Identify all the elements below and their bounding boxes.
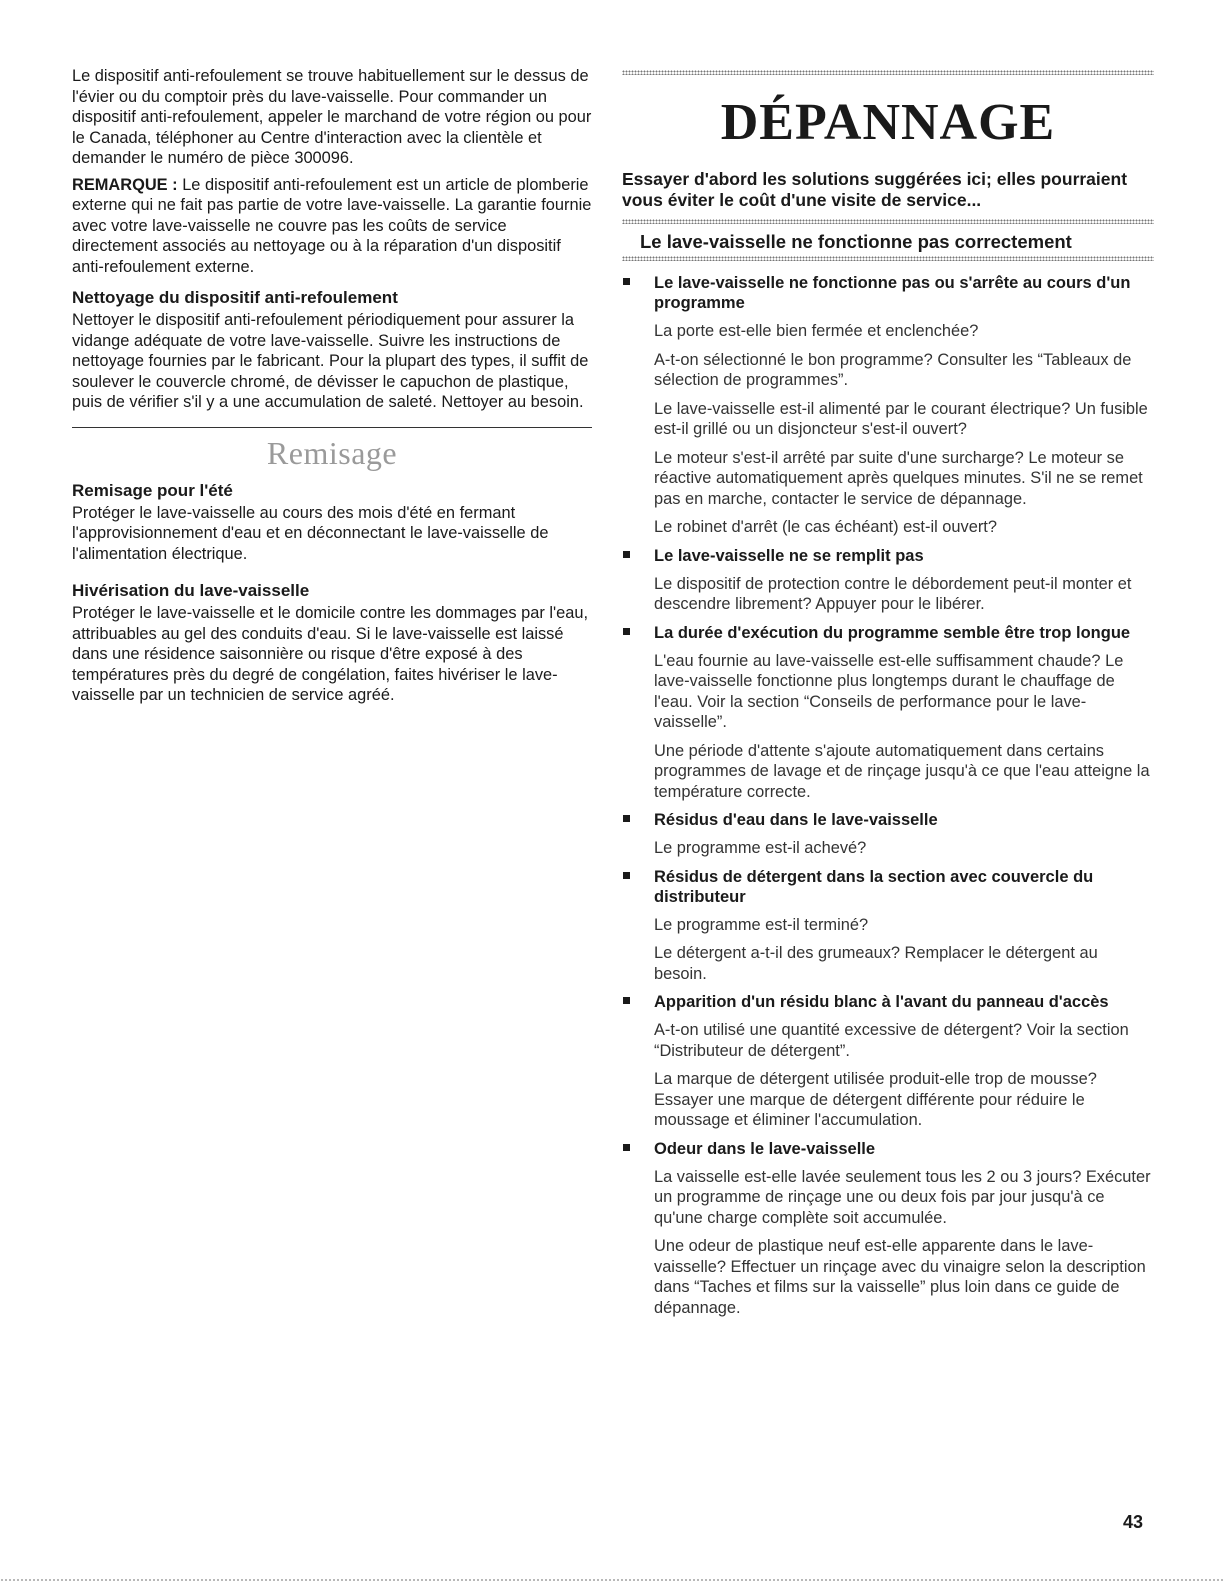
title-top-rule [622, 70, 1154, 75]
summer-storage-paragraph: Protéger le lave-vaisselle au cours des mois d'été en fermant l'approvisionnement d'eau et en déconnectant le lave-vaisselle de l'alimentation électrique. [72, 503, 549, 563]
troubleshooting-item-paragraph: Le dispositif de protection contre le débordement peut-il monter et descendre librement? Appuyer pour le libérer. [654, 574, 1132, 613]
summer-storage-heading: Remisage pour l'été [72, 480, 233, 500]
troubleshooting-item-paragraph: Une odeur de plastique neuf est-elle apparente dans le lave-vaisselle? Effectuer un rinçage avec du vinaigre selon la description dans “Taches et films sur la vaisselle” plus loin dans ce guide de dépannage. [654, 1237, 1146, 1317]
troubleshooting-item-paragraph: A-t-on sélectionné le bon programme? Consulter les “Tableaux de sélection de programmes”. [654, 350, 1132, 389]
troubleshooting-item [622, 273, 1154, 538]
page-number: 43 [1122, 1512, 1143, 1532]
winterizing-paragraph: Protéger le lave-vaisselle et le domicile contre les dommages par l'eau, attribuables au gel des conduits d'eau. Si le lave-vaisselle est laissé dans une résidence saisonnière ou risque d'être exposé à des températures près du degré de congélation, faites hivériser le lave-vaisselle par un technicien de service agréé. [72, 604, 589, 704]
square-bullet-icon [623, 815, 630, 822]
square-bullet-icon [623, 1144, 630, 1151]
troubleshooting-item [622, 623, 1154, 803]
note-text: Le dispositif anti-refoulement est un article de plomberie externe qui ne fait pas partie de votre lave-vaisselle. La garantie fournie avec votre lave-vaisselle ne couvre pas les coûts de service directement associés au nettoyage ou à la réparation d'un dispositif anti-refoulement externe. [72, 175, 592, 276]
troubleshooting-intro: Essayer d'abord les solutions suggérées ici; elles pourraient vous éviter le coût d'une visite de service... [622, 169, 1128, 210]
troubleshooting-item-title: Résidus de détergent dans la section avec couvercle du distributeur [654, 867, 1094, 906]
section-divider [72, 427, 592, 428]
note-label: REMARQUE : [72, 175, 178, 194]
troubleshooting-item [622, 810, 1154, 859]
troubleshooting-item-paragraph: Le programme est-il terminé? [654, 915, 869, 934]
cleaning-paragraph: Nettoyer le dispositif anti-refoulement périodiquement pour assurer la vidange adéquate de votre lave-vaisselle. Suivre les instructions de nettoyage fournies par le fabricant. Pour la plupart des types, il suffit de soulever le couvercle chromé, de dévisser le capuchon de plastique, puis de vérifier s'il y a une accumulation de saleté. Nettoyer au besoin. [72, 311, 589, 411]
troubleshooting-item-title: Résidus d'eau dans le lave-vaisselle [654, 811, 938, 829]
bottom-dotted-edge [0, 1578, 1225, 1582]
troubleshooting-item-paragraph: Le programme est-il achevé? [654, 839, 867, 857]
square-bullet-icon [623, 872, 630, 879]
troubleshooting-item-paragraph: Le détergent a-t-il des grumeaux? Remplacer le détergent au besoin. [654, 944, 1098, 983]
square-bullet-icon [623, 997, 630, 1004]
troubleshooting-item-paragraph: Le moteur s'est-il arrêté par suite d'une surcharge? Le moteur se réactive automatiquement après quelques minutes. S'il ne se remet pas en marche, contacter le service de dépannage. [654, 448, 1143, 508]
left-column [72, 66, 592, 712]
troubleshooting-item [622, 546, 1154, 615]
troubleshooting-item-paragraph: Le robinet d'arrêt (le cas échéant) est-il ouvert? [654, 518, 997, 536]
cleaning-heading: Nettoyage du dispositif anti-refoulement [72, 288, 398, 307]
note-paragraph [72, 175, 592, 278]
troubleshooting-item-paragraph: Le lave-vaisselle est-il alimenté par le courant électrique? Un fusible est-il grillé ou un disjoncteur s'est-il ouvert? [654, 399, 1148, 438]
square-bullet-icon [623, 551, 630, 558]
square-bullet-icon [623, 628, 630, 635]
troubleshooting-item-title: Le lave-vaisselle ne fonctionne pas ou s'arrête au cours d'un programme [654, 274, 1131, 312]
troubleshooting-item-paragraph: A-t-on utilisé une quantité excessive de détergent? Voir la section “Distributeur de détergent”. [654, 1021, 1129, 1060]
troubleshooting-item-title: La durée d'exécution du programme semble être trop longue [654, 623, 1131, 642]
winterizing-heading: Hivérisation du lave-vaisselle [72, 581, 310, 600]
storage-section-title: Remisage [266, 434, 398, 471]
troubleshooting-item-title: Apparition d'un résidu blanc à l'avant du panneau d'accès [654, 993, 1109, 1011]
page-title: DÉPANNAGE [720, 94, 1056, 151]
right-column [622, 70, 1154, 1326]
troubleshooting-item [622, 867, 1154, 985]
backflow-intro-paragraph: Le dispositif anti-refoulement se trouve habituellement sur le dessus de l'évier ou du comptoir près du lave-vaisselle. Pour commander un dispositif anti-refoulement, appeler le marchand de votre région ou pour le Canada, téléphoner au Centre d'interaction avec la clientèle et demander le numéro de pièce 300096. [72, 67, 592, 167]
subsection-heading: Le lave-vaisselle ne fonctionne pas correctement [640, 231, 1072, 252]
troubleshooting-list [622, 273, 1154, 1318]
troubleshooting-item-paragraph: L'eau fournie au lave-vaisselle est-elle suffisamment chaude? Le lave-vaisselle fonctionne plus longtemps durant le chauffage de l'eau. Voir la section “Conseils de performance pour le lave-vaisselle”. [654, 651, 1124, 731]
troubleshooting-item [622, 992, 1154, 1131]
troubleshooting-item-paragraph: Une période d'attente s'ajoute automatiquement dans certains programmes de lavage et de rinçage jusqu'à ce que l'eau atteigne la température correcte. [654, 741, 1150, 801]
troubleshooting-item [622, 1139, 1154, 1319]
square-bullet-icon [623, 278, 630, 285]
subsection-bottom-rule [622, 256, 1154, 261]
troubleshooting-item-paragraph: La porte est-elle bien fermée et enclenchée? [654, 322, 979, 340]
troubleshooting-item-title: Le lave-vaisselle ne se remplit pas [654, 546, 924, 565]
troubleshooting-item-paragraph: La vaisselle est-elle lavée seulement tous les 2 ou 3 jours? Exécuter un programme de rinçage une ou deux fois par jour jusqu'à ce qu'une charge complète soit accumulée. [654, 1167, 1151, 1227]
troubleshooting-item-title: Odeur dans le lave-vaisselle [654, 1139, 876, 1158]
troubleshooting-item-paragraph: La marque de détergent utilisée produit-elle trop de mousse? Essayer une marque de détergent différente pour réduire le moussage et éliminer l'accumulation. [654, 1070, 1097, 1129]
